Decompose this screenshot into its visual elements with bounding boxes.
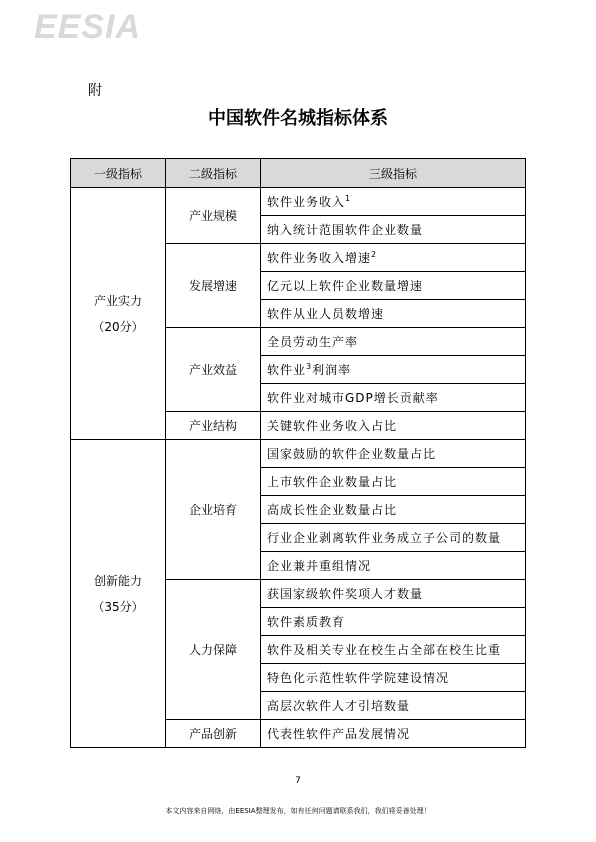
footnote-marker: 3 (306, 362, 313, 371)
level3-cell (261, 356, 526, 384)
level3-cell (261, 300, 526, 328)
level2-cell: 产业规模 (166, 188, 261, 244)
level3-text: 纳入统计范围软件企业数量 (267, 223, 424, 237)
level3-text: 全员劳动生产率 (267, 335, 359, 349)
table-row (71, 440, 526, 468)
level3-text: 软件业务收入 (267, 195, 346, 209)
table-header-row (71, 159, 526, 188)
header-level1: 一级指标 (71, 159, 166, 188)
table-row (71, 188, 526, 216)
level3-cell (261, 524, 526, 552)
level2-cell: 发展增速 (166, 244, 261, 328)
level3-cell (261, 328, 526, 356)
level3-cell (261, 552, 526, 580)
level2-cell: 企业培育 (166, 440, 261, 580)
level3-text: 国家鼓励的软件企业数量占比 (267, 447, 437, 461)
eesia-logo: EESIA (34, 8, 142, 46)
header-level3: 三级指标 (261, 159, 526, 188)
level3-text-suffix: 利润率 (312, 363, 352, 377)
level1-name: 产业实力 (93, 293, 142, 308)
level3-text: 行业企业剥离软件业务成立子公司的数量 (267, 531, 502, 545)
level3-cell (261, 608, 526, 636)
footnote-marker: 2 (371, 250, 378, 259)
header-level2: 二级指标 (166, 159, 261, 188)
page-title: 中国软件名城指标体系 (208, 108, 388, 129)
footer-notice: 本文内容来自网络，由EESIA整理发布，如有任何问题请联系我们，我们将妥善处理！ (165, 807, 431, 815)
level3-cell (261, 720, 526, 748)
level2-cell: 人力保障 (166, 580, 261, 720)
level3-cell (261, 188, 526, 216)
level3-text: 软件从业人员数增速 (267, 307, 385, 321)
level3-cell (261, 496, 526, 524)
level3-cell (261, 580, 526, 608)
level1-weight: （20分） (92, 319, 144, 334)
level3-text: 获国家级软件奖项人才数量 (267, 587, 424, 601)
level3-cell (261, 440, 526, 468)
level1-name: 创新能力 (93, 573, 142, 588)
indicator-table (70, 158, 526, 748)
level3-text: 特色化示范性软件学院建设情况 (267, 671, 450, 685)
table-body (71, 188, 526, 748)
level1-weight: （35分） (92, 599, 144, 614)
level3-cell (261, 468, 526, 496)
level3-cell (261, 412, 526, 440)
level3-cell (261, 244, 526, 272)
level3-text: 软件及相关专业在校生占全部在校生比重 (267, 643, 502, 657)
level3-text: 软件素质教育 (267, 615, 346, 629)
level3-text: 高层次软件人才引培数量 (267, 699, 411, 713)
level3-text: 软件业 (267, 363, 307, 377)
level2-cell: 产业结构 (166, 412, 261, 440)
footnote-marker: 1 (345, 194, 352, 203)
level3-text: 亿元以上软件企业数量增速 (267, 279, 424, 293)
annex-label: 附 (88, 83, 102, 99)
level1-cell (71, 440, 166, 748)
level3-cell (261, 664, 526, 692)
level2-cell: 产品创新 (166, 720, 261, 748)
level2-cell: 产业效益 (166, 328, 261, 412)
level3-text: 企业兼并重组情况 (267, 559, 372, 573)
page-number: 7 (295, 776, 301, 786)
level3-text: 软件业对城市GDP增长贡献率 (267, 391, 439, 405)
level3-text: 上市软件企业数量占比 (267, 475, 398, 489)
level3-cell (261, 692, 526, 720)
level3-text: 关键软件业务收入占比 (267, 419, 398, 433)
level3-cell (261, 636, 526, 664)
level1-cell (71, 188, 166, 440)
level3-cell (261, 384, 526, 412)
level3-cell (261, 216, 526, 244)
level3-text: 软件业务收入增速 (267, 251, 372, 265)
level3-cell (261, 272, 526, 300)
level3-text: 高成长性企业数量占比 (267, 503, 398, 517)
level3-text: 代表性软件产品发展情况 (267, 727, 411, 741)
